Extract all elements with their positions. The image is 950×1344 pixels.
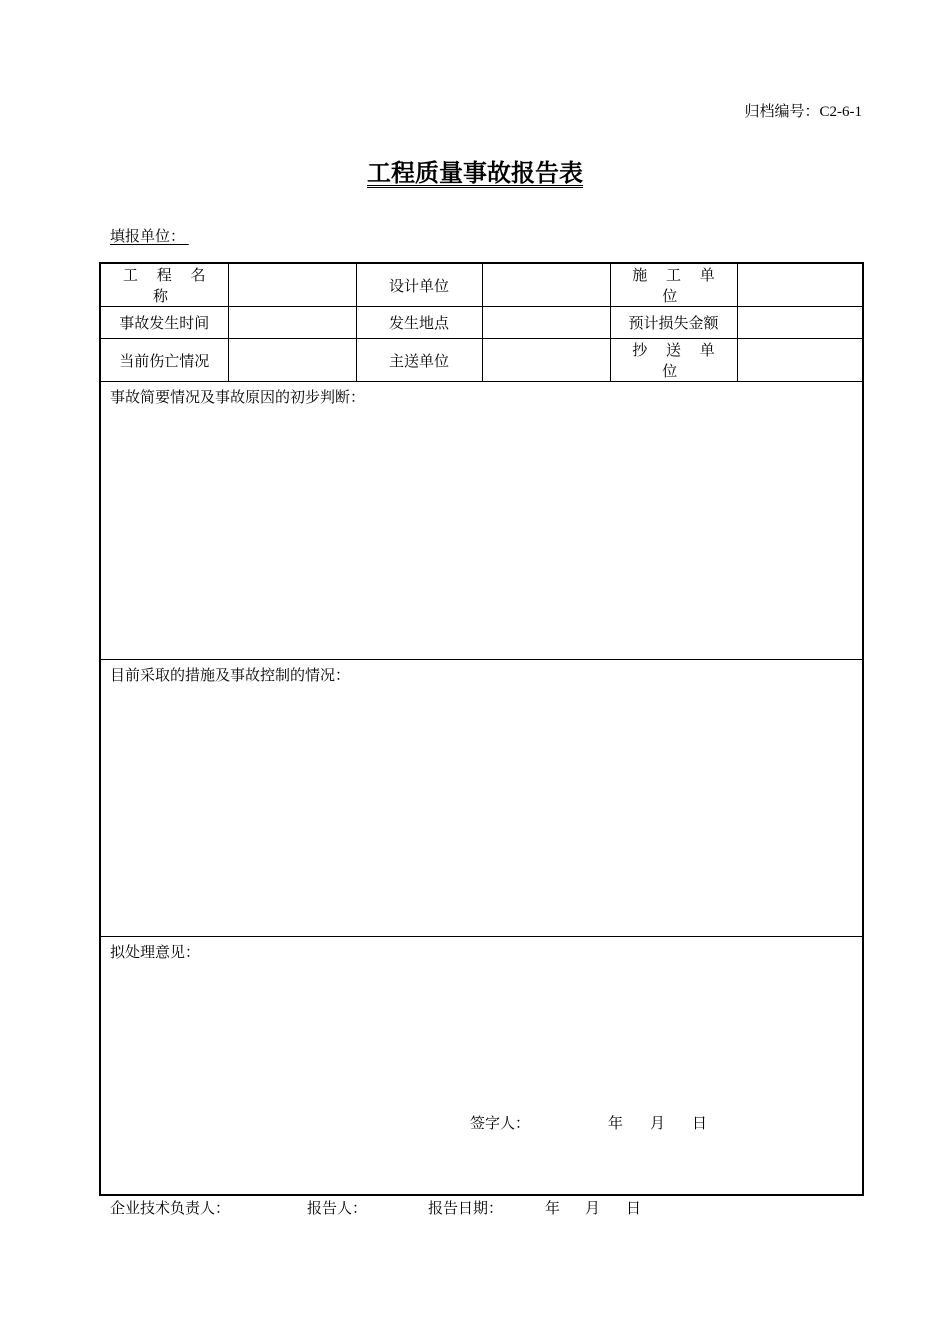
measures-section[interactable] bbox=[101, 660, 862, 937]
accident-location-value[interactable] bbox=[482, 307, 610, 339]
sign-month-label: 月 bbox=[650, 1116, 666, 1132]
main-recipient-label: 主送单位 bbox=[356, 339, 482, 382]
report-day-label: 日 bbox=[626, 1201, 642, 1217]
tech-lead-label: 企业技术负责人： bbox=[110, 1201, 231, 1217]
construction-unit-label: 施 工 单 位 bbox=[610, 264, 737, 307]
project-name-label: 工 程 名 称 bbox=[101, 264, 228, 307]
form-title: 工程质量事故报告表 bbox=[367, 161, 583, 187]
casualties-value[interactable] bbox=[228, 339, 356, 382]
estimated-loss-value[interactable] bbox=[737, 307, 862, 339]
measures-label: 目前采取的措施及事故控制的情况： bbox=[110, 668, 351, 684]
archive-number: 归档编号：C2-6-1 bbox=[744, 104, 862, 120]
table-row bbox=[101, 307, 862, 339]
accident-location-label: 发生地点 bbox=[356, 307, 482, 339]
estimated-loss-label: 预计损失金额 bbox=[610, 307, 737, 339]
accident-summary-label: 事故简要情况及事故原因的初步判断： bbox=[110, 390, 366, 406]
main-recipient-value[interactable] bbox=[482, 339, 610, 382]
table-row bbox=[101, 339, 862, 382]
proposed-handling-section[interactable] bbox=[101, 937, 862, 1216]
reporter-label: 报告人： bbox=[307, 1201, 368, 1217]
casualties-label: 当前伤亡情况 bbox=[101, 339, 228, 382]
cc-recipient-value[interactable] bbox=[737, 339, 862, 382]
accident-time-value[interactable] bbox=[228, 307, 356, 339]
proposed-handling-label: 拟处理意见： bbox=[110, 945, 201, 961]
report-form bbox=[99, 262, 864, 1196]
accident-time-label: 事故发生时间 bbox=[101, 307, 228, 339]
footer-row bbox=[110, 1199, 641, 1219]
fill-unit-label: 填报单位： bbox=[110, 229, 186, 245]
report-year-label: 年 bbox=[545, 1201, 561, 1217]
fill-unit-field[interactable] bbox=[110, 226, 189, 248]
info-table bbox=[101, 264, 862, 382]
sign-day-label: 日 bbox=[692, 1116, 708, 1132]
cc-recipient-label: 抄 送 单 位 bbox=[610, 339, 737, 382]
design-unit-label: 设计单位 bbox=[356, 264, 482, 307]
report-date-label: 报告日期： bbox=[428, 1201, 504, 1217]
construction-unit-value[interactable] bbox=[737, 264, 862, 307]
signature-row bbox=[470, 1114, 707, 1134]
project-name-value[interactable] bbox=[228, 264, 356, 307]
form-title-wrapper bbox=[0, 158, 950, 190]
signer-label: 签字人： bbox=[470, 1116, 531, 1132]
design-unit-value[interactable] bbox=[482, 264, 610, 307]
sign-year-label: 年 bbox=[608, 1116, 624, 1132]
table-row bbox=[101, 264, 862, 307]
accident-summary-section[interactable] bbox=[101, 382, 862, 660]
report-month-label: 月 bbox=[585, 1201, 601, 1217]
